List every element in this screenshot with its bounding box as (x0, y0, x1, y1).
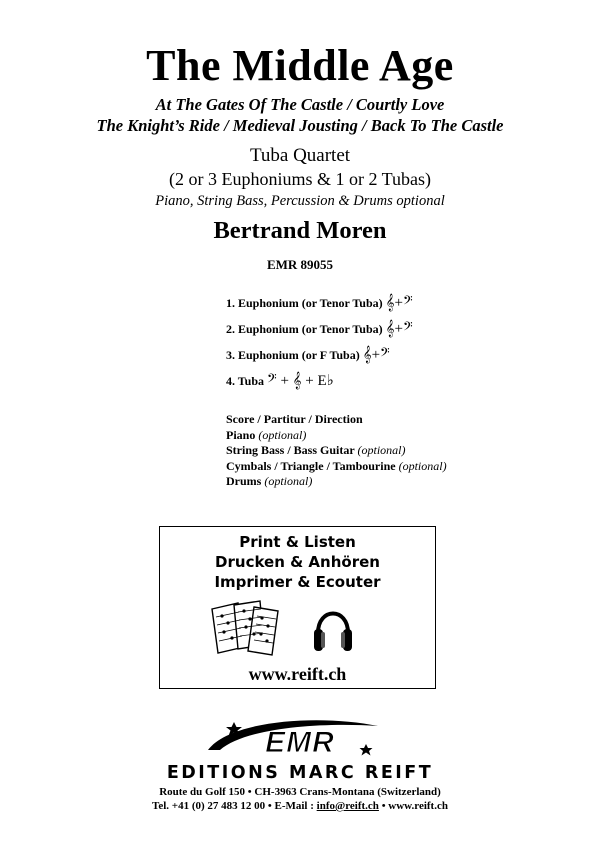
part-item (226, 321, 413, 337)
optional-instruments: Piano, String Bass, Percussion & Drums optional (155, 193, 445, 209)
emr-logo (200, 716, 400, 762)
extra-part-item (226, 443, 405, 459)
composer: Bertrand Moren (213, 217, 387, 244)
web-text[interactable]: • www.reift.ch (381, 800, 448, 812)
clef-icon: 𝄞+𝄢 (385, 295, 413, 311)
part-label: 3. Euphonium (or F Tuba) (226, 348, 360, 362)
publisher-name: EDITIONS MARC REIFT (166, 763, 434, 783)
extra-part-label: Drums (226, 474, 262, 488)
sheet-music-icon (208, 599, 284, 659)
part-item (226, 295, 413, 311)
print-listen-box (159, 526, 436, 689)
extra-part-item (226, 412, 363, 428)
optional-note: (optional) (258, 427, 307, 442)
clef-icon: 𝄞+𝄢 (362, 347, 390, 363)
clef-icon: 𝄞+𝄢 (385, 321, 413, 337)
optional-note: (optional) (357, 443, 406, 457)
extra-part-item (226, 428, 306, 444)
ensemble: Tuba Quartet (249, 145, 351, 166)
headphones-icon (312, 599, 354, 659)
part-item (226, 347, 390, 363)
extra-part-label: Score / Partitur / Direction (226, 412, 363, 426)
phone-text: Tel. +41 (0) 27 483 12 00 • E-Mail : (152, 800, 314, 812)
address-line: Route du Golf 150 • CH-3963 Crans-Montana (Switzerland) (159, 786, 441, 798)
extra-part-label: Piano (226, 427, 256, 442)
part-label: 2. Euphonium (or Tenor Tuba) (226, 322, 383, 336)
catalog-number: EMR 89055 (266, 257, 334, 272)
part-label: 1. Euphonium (or Tenor Tuba) (226, 296, 383, 310)
part-label: 4. Tuba (226, 374, 265, 388)
extra-part-label: String Bass / Bass Guitar (226, 443, 355, 457)
promo-line: Print & Listen (239, 533, 356, 551)
optional-note: (optional) (398, 458, 447, 473)
promo-line: Imprimer & Ecouter (214, 573, 381, 591)
contact-line (0, 800, 600, 813)
promo-line: Drucken & Anhören (215, 553, 380, 571)
subtitle-line-2: The Knight’s Ride / Medieval Jousting / Back To The Castle (96, 116, 504, 135)
email-link[interactable]: info@reift.ch (316, 800, 379, 812)
ensemble-detail: (2 or 3 Euphoniums & 1 or 2 Tubas) (168, 169, 431, 189)
svg-text:EMR: EMR (265, 726, 335, 759)
part-item (226, 373, 334, 389)
extra-part-label: Cymbals / Triangle / Tambourine (226, 458, 396, 473)
website-link[interactable]: www.reift.ch (248, 664, 347, 684)
optional-note: (optional) (264, 474, 313, 488)
clef-icon: 𝄢 + 𝄞 + E♭ (267, 373, 334, 389)
extra-part-item (226, 459, 447, 475)
page-title: The Middle Age (146, 41, 454, 90)
extra-part-item (226, 474, 312, 490)
subtitle-line-1: At The Gates Of The Castle / Courtly Love (155, 95, 445, 114)
